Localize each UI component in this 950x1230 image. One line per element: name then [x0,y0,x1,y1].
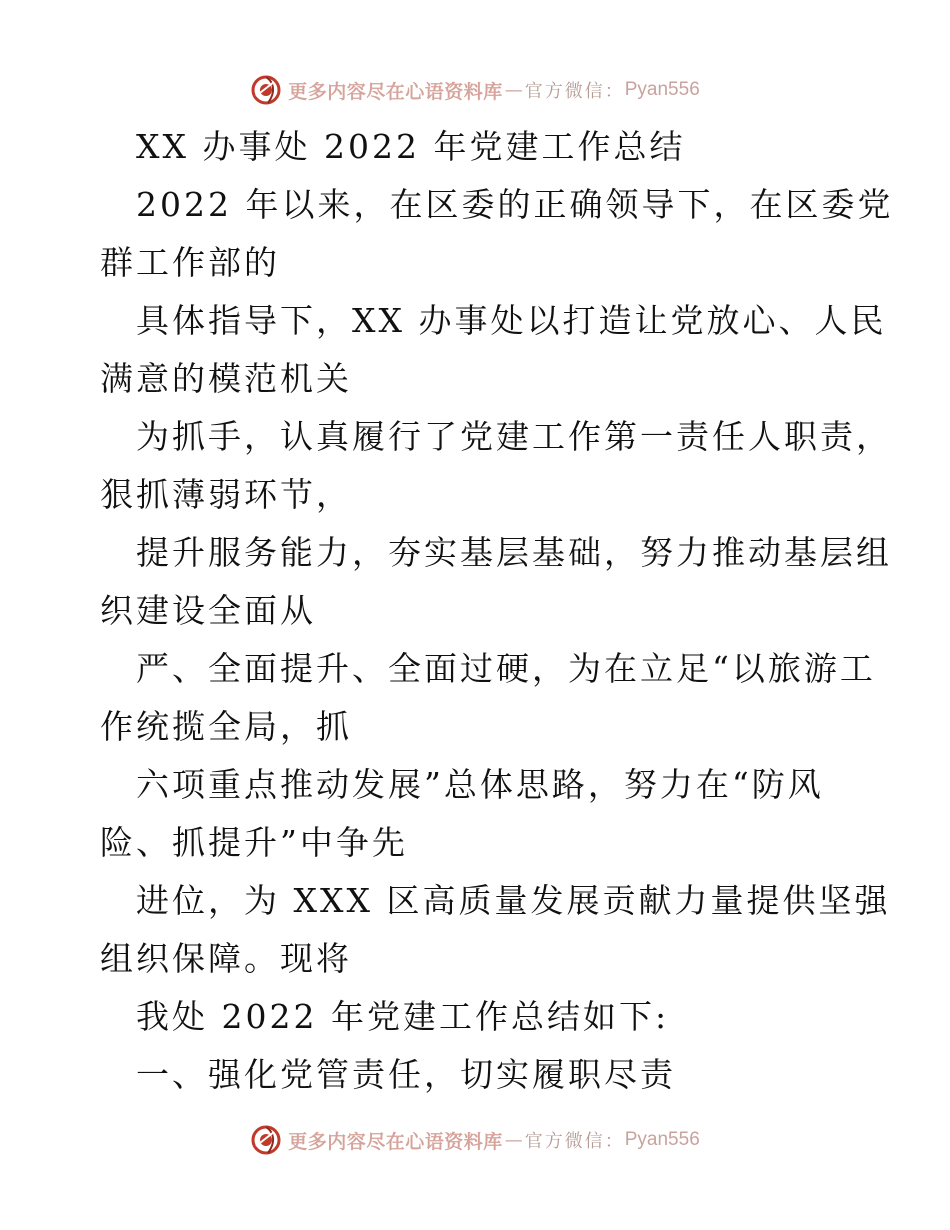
watermark-wechat-label: 官方微信： [524,81,625,102]
paragraph-line: 组织保障。现将 [100,939,352,978]
watermark-footer [0,1120,950,1160]
paragraph-line: 群工作部的 [100,243,280,282]
watermark-dash: — [504,79,523,101]
watermark-wechat-label: 官方微信： [524,1131,625,1152]
rose-stamp-icon [250,1124,282,1156]
paragraph-line: 织建设全面从 [100,591,316,630]
paragraph-line: 2022 年以来，在区委的正确领导下，在区委党 [136,185,894,224]
paragraph-line: 为抓手，认真履行了党建工作第一责任人职责， [136,417,892,456]
paragraph-line: 六项重点推动发展”总体思路，努力在“防风 [136,765,824,804]
watermark-dash: — [504,1129,523,1151]
document-body [100,118,894,1104]
watermark-header [0,70,950,110]
watermark-main-text: 更多内容尽在心语资料库 [288,80,503,103]
paragraph-line: 险、抓提升”中争先 [100,823,408,862]
paragraph-line: 具体指导下，XX 办事处以打造让党放心、人民 [136,301,887,340]
paragraph-line: 提升服务能力，夯实基层基础，努力推动基层组 [136,533,892,572]
paragraph-line: 严、全面提升、全面过硬，为在立足“以旅游工 [136,649,876,688]
paragraph-line: 作统揽全局，抓 [100,707,352,746]
watermark-main-text: 更多内容尽在心语资料库 [288,1130,503,1153]
section-heading: 一、强化党管责任，切实履职尽责 [136,1055,676,1094]
rose-stamp-icon [250,74,282,106]
paragraph-line: 狠抓薄弱环节， [100,475,352,514]
paragraph-line: 我处 2022 年党建工作总结如下: [136,997,670,1036]
paragraph-line: 满意的模范机关 [100,359,352,398]
watermark-wechat-id: Pyan556 [624,79,700,100]
watermark-wechat-id: Pyan556 [624,1129,700,1150]
paragraph-line: 进位，为 XXX 区高质量发展贡献力量提供坚强 [136,881,891,920]
document-title: XX 办事处 2022 年党建工作总结 [136,127,686,166]
